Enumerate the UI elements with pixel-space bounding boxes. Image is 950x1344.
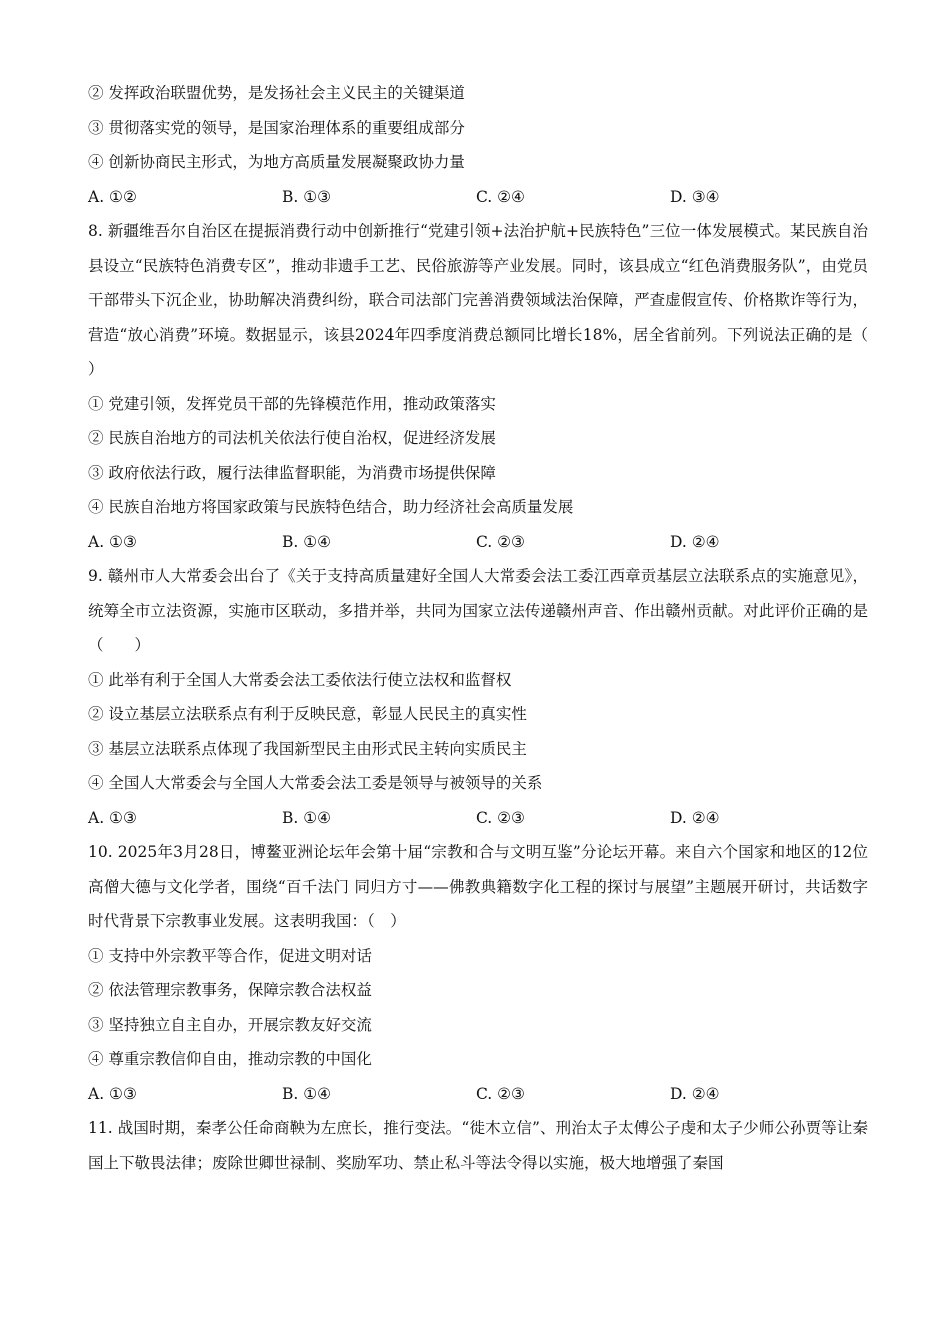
q10-option-b[interactable]: B. ①④ (282, 1084, 332, 1103)
q8-stem: 8. 新疆维吾尔自治区在提振消费行动中创新推行“党建引领+法治护航+民族特色”三位一体发展模式。某民族自治县设立“民族特色消费专区”，推动非遗手工艺、民俗旅游等产业发展。同时，该县成立“红色消费服务队”，由党员干部带头下沉企业，协助解决消费纠纷，联合司法部门完善消费领域法治保障，严查虚假宣传、价格欺诈等行为，营造“放心消费”环境。数据显示，该县2024年四季度消费总额同比增长18%，居全省前列。下列说法正确的是（ ） (88, 222, 900, 378)
q7-option-a[interactable]: A. ①② (88, 187, 137, 206)
q8-item-2: ② 民族自治地方的司法机关依法行使自治权，促进经济发展 (88, 429, 496, 447)
question-11 (88, 1111, 868, 1180)
q7-option-b[interactable]: B. ①③ (282, 187, 332, 206)
q9-item-1: ① 此举有利于全国人大常委会法工委依法行使立法权和监督权 (88, 670, 512, 689)
q10-options (88, 1077, 868, 1112)
q9-item-4: ④ 全国人大常委会与全国人大常委会法工委是领导与被领导的关系 (88, 774, 543, 792)
q8-option-a[interactable]: A. ①③ (88, 532, 137, 551)
q10-item-2: ② 依法管理宗教事务，保障宗教合法权益 (88, 981, 372, 999)
question-10 (88, 835, 868, 1111)
q9-options (88, 801, 868, 836)
q10-stem: 10. 2025年3月28日，博鳌亚洲论坛年会第十届“宗教和合与文明互鉴”分论坛开幕。来自六个国家和地区的12位高僧大德与文化学者，围绕“百千法门 同归方寸——佛教典籍数字化工程的探讨与展望”主题展开研讨，共话数字时代背景下宗教事业发展。这表明我国：（ ） (88, 843, 868, 930)
q9-option-c[interactable]: C. ②③ (476, 808, 525, 827)
q8-options (88, 525, 868, 560)
q9-option-b[interactable]: B. ①④ (282, 808, 332, 827)
q10-item-1: ① 支持中外宗教平等合作，促进文明对话 (88, 946, 372, 965)
q8-option-d[interactable]: D. ②④ (670, 532, 720, 551)
q7-item-2: ② 发挥政治联盟优势，是发扬社会主义民主的关键渠道 (88, 84, 465, 102)
question-8 (88, 214, 900, 559)
q10-option-d[interactable]: D. ②④ (670, 1084, 720, 1103)
q9-stem: 9. 赣州市人大常委会出台了《关于支持高质量建好全国人大常委会法工委江西章贡基层立法联系点的实施意见》，统筹全市立法资源，实施市区联动，多措并举，共同为国家立法传递赣州声音、作出赣州贡献。对此评价正确的是（ ） (88, 567, 868, 654)
q10-option-c[interactable]: C. ②③ (476, 1084, 525, 1103)
q7-option-d[interactable]: D. ③④ (670, 187, 720, 206)
q11-stem: 11. 战国时期，秦孝公任命商鞅为左庶长，推行变法。“徙木立信”、刑治太子太傅公子虔和太子少师公孙贾等让秦国上下敬畏法律；废除世卿世禄制、奖励军功、禁止私斗等法令得以实施，极大地增强了秦国 (88, 1119, 868, 1172)
q7-option-c[interactable]: C. ②④ (476, 187, 525, 206)
q9-item-2: ② 设立基层立法联系点有利于反映民意，彰显人民民主的真实性 (88, 705, 527, 723)
exam-page (88, 76, 900, 1180)
q9-option-d[interactable]: D. ②④ (670, 808, 720, 827)
q10-item-3: ③ 坚持独立自主自办，开展宗教友好交流 (88, 1015, 372, 1034)
question-9 (88, 559, 868, 835)
question-7 (88, 76, 868, 214)
q8-item-4: ④ 民族自治地方将国家政策与民族特色结合，助力经济社会高质量发展 (88, 498, 574, 516)
q7-item-4: ④ 创新协商民主形式，为地方高质量发展凝聚政协力量 (88, 153, 465, 171)
q9-option-a[interactable]: A. ①③ (88, 808, 137, 827)
q7-options (88, 180, 868, 215)
q8-option-c[interactable]: C. ②③ (476, 532, 525, 551)
q8-item-3: ③ 政府依法行政，履行法律监督职能，为消费市场提供保障 (88, 463, 496, 482)
q7-item-3: ③ 贯彻落实党的领导，是国家治理体系的重要组成部分 (88, 118, 465, 137)
q8-option-b[interactable]: B. ①④ (282, 532, 332, 551)
q9-item-3: ③ 基层立法联系点体现了我国新型民主由形式民主转向实质民主 (88, 739, 527, 758)
q10-option-a[interactable]: A. ①③ (88, 1084, 137, 1103)
q8-item-1: ① 党建引领，发挥党员干部的先锋模范作用，推动政策落实 (88, 394, 496, 413)
q10-item-4: ④ 尊重宗教信仰自由，推动宗教的中国化 (88, 1050, 372, 1068)
